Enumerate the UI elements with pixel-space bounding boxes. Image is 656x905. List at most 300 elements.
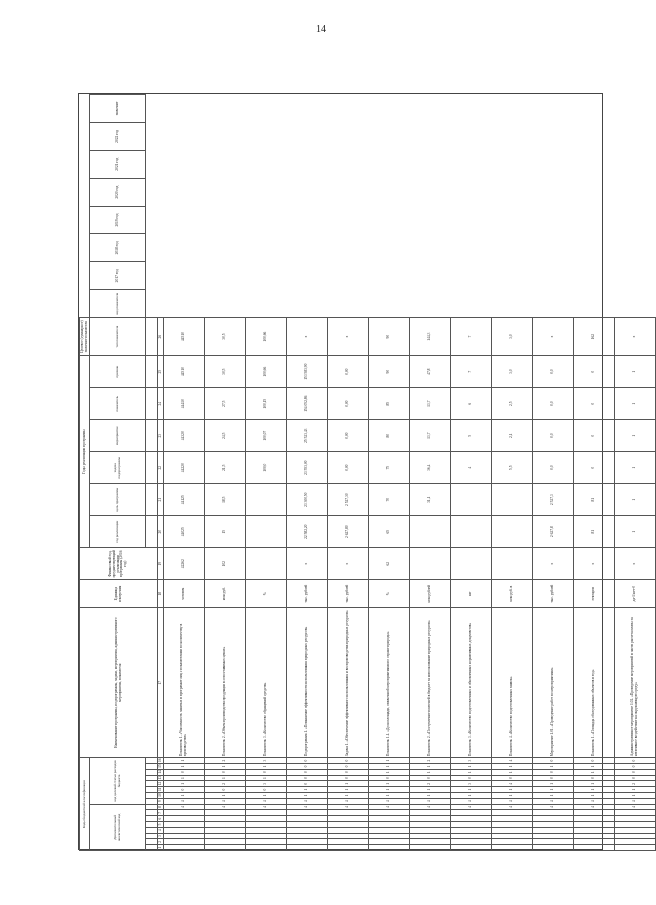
code-cell: 3	[246, 781, 287, 787]
code-cell: 3	[246, 758, 287, 764]
code-cell	[615, 822, 656, 828]
year-value-cell: 1	[615, 452, 656, 484]
table-row	[451, 95, 492, 851]
column-number: 1	[157, 846, 162, 849]
year-value-cell: 6	[451, 388, 492, 420]
unit-cell: %	[246, 580, 287, 608]
code-cell	[205, 845, 246, 851]
code-cell: 1	[287, 793, 328, 799]
column-number: 16	[157, 758, 162, 763]
row-name-cell: Показатель 2. «Поступление платежей в бюджет за использование природных ресурсов»	[410, 608, 451, 758]
code-cell	[246, 833, 287, 839]
year-value-cell: 0,0	[533, 420, 574, 452]
table-row	[287, 95, 328, 851]
year-column-header: 2020 год	[90, 178, 146, 206]
base-value-cell	[246, 548, 287, 580]
year-value-cell: 1	[615, 484, 656, 516]
code-cell: 1	[164, 764, 205, 770]
column-number: 21	[158, 484, 164, 516]
year-value-cell: 100,66	[246, 356, 287, 388]
code-cell	[615, 839, 656, 845]
code-cell	[533, 827, 574, 833]
row-name-cell: Показатель 2. «Объем производства продукции в сопоставимых ценах»	[205, 608, 246, 758]
year-value-cell: 44320	[164, 420, 205, 452]
years-group-header: Годы реализации программы	[80, 356, 90, 548]
code-cell	[328, 833, 369, 839]
code-column-header: задача подпрограммы	[90, 452, 146, 484]
code-cell: 1	[533, 793, 574, 799]
code-cell: 4	[164, 804, 205, 810]
year-value-cell: 0	[574, 420, 615, 452]
code-cell: 4	[246, 804, 287, 810]
code-cell: 1	[410, 769, 451, 775]
value-subheader	[146, 420, 158, 452]
column-number: 26	[158, 318, 164, 356]
code-cell: 1	[615, 787, 656, 793]
code-cell: 4	[615, 798, 656, 804]
column-number: 24	[158, 388, 164, 420]
code-cell	[410, 816, 451, 822]
year-value-cell: 23 553,00	[287, 452, 328, 484]
code-cell	[492, 810, 533, 816]
year-value-cell: 81	[574, 484, 615, 516]
code-cell	[369, 822, 410, 828]
code-cell: 0	[287, 781, 328, 787]
table-row	[410, 95, 451, 851]
code-cell	[287, 833, 328, 839]
row-name-cell: Показатель 1. «Численность занятых в программе лиц с показателями по количеству в производстве»	[164, 608, 205, 758]
unit-cell: %	[369, 580, 410, 608]
code-cell: 1	[287, 787, 328, 793]
year-value-cell: 1	[615, 356, 656, 388]
code-cell	[246, 810, 287, 816]
year-value-cell: 0	[574, 356, 615, 388]
code-cell: 0	[410, 775, 451, 781]
year-value-cell: 1	[615, 516, 656, 548]
year-value-cell: 15	[205, 516, 246, 548]
code-cell: 1	[369, 787, 410, 793]
target-value-cell: 162	[574, 318, 615, 356]
codes-group-header: Коды бюджетной классификации	[80, 758, 90, 851]
unit-cell: шт	[451, 580, 492, 608]
target-value-cell: х	[328, 318, 369, 356]
code-cell: 0	[246, 769, 287, 775]
year-value-cell: 2 627,80	[328, 516, 369, 548]
year-value-cell: 44510	[164, 356, 205, 388]
table-row	[615, 95, 656, 851]
code-cell: 1	[205, 775, 246, 781]
code-cell	[246, 827, 287, 833]
code-cell: 1	[451, 787, 492, 793]
code-cell	[615, 845, 656, 851]
code-cell: 0	[287, 758, 328, 764]
year-column-header: 2022 год	[90, 122, 146, 150]
column-number: 19	[158, 548, 164, 580]
code-cell: 1	[574, 781, 615, 787]
code-cell	[533, 822, 574, 828]
code-cell	[451, 845, 492, 851]
code-cell: 2	[410, 758, 451, 764]
target-value-cell: 90	[369, 318, 410, 356]
unit-cell: тыс. рублей	[287, 580, 328, 608]
code-subheader	[146, 839, 158, 845]
code-cell: 1	[164, 781, 205, 787]
code-cell: 1	[533, 781, 574, 787]
year-value-cell: 81	[574, 516, 615, 548]
code-subheader	[146, 769, 158, 775]
code-cell	[492, 839, 533, 845]
code-cell	[574, 845, 615, 851]
column-number: 23	[158, 420, 164, 452]
code-subheader	[146, 822, 158, 828]
code-cell	[574, 810, 615, 816]
code-cell: 0	[205, 787, 246, 793]
column-number: 25	[158, 356, 164, 388]
code-cell	[615, 816, 656, 822]
code-cell	[451, 810, 492, 816]
code-subheader	[146, 845, 158, 851]
unit-cell: гектаров	[574, 580, 615, 608]
year-value-cell: 2,1	[492, 420, 533, 452]
code-cell	[451, 827, 492, 833]
code-cell: 4	[246, 798, 287, 804]
code-cell: 0	[164, 769, 205, 775]
code-cell: 0	[533, 775, 574, 781]
code-cell: 3	[451, 781, 492, 787]
code-cell	[328, 827, 369, 833]
year-value-cell: 1	[615, 420, 656, 452]
code-cell: 1	[492, 764, 533, 770]
code-cell	[369, 845, 410, 851]
code-cell: 4	[574, 798, 615, 804]
code-cell: 1	[492, 793, 533, 799]
year-value-cell: 0,0	[533, 452, 574, 484]
column-number: 7	[157, 811, 162, 814]
unit-cell: млн руб. в	[492, 580, 533, 608]
code-cell: 1	[451, 769, 492, 775]
year-value-cell: 85	[369, 388, 410, 420]
finance-column-header: Финансовый год, предшествующий реализации программы (2016 год)	[80, 548, 158, 580]
year-value-cell	[246, 484, 287, 516]
target-value-cell: 7	[451, 318, 492, 356]
code-cell: 4	[369, 804, 410, 810]
code-column-header: год реализации	[90, 516, 146, 548]
year-value-cell: 13,7	[410, 388, 451, 420]
code-cell: 0	[328, 775, 369, 781]
code-cell	[164, 839, 205, 845]
year-value-cell: 44025	[164, 516, 205, 548]
code-cell: 1	[164, 775, 205, 781]
year-value-cell: 70	[369, 484, 410, 516]
code-cell: 1	[492, 787, 533, 793]
code-cell: 2	[205, 758, 246, 764]
year-value-cell: 30,5	[205, 356, 246, 388]
code-subheader	[146, 781, 158, 787]
base-value-cell: 62	[369, 548, 410, 580]
code-subheader	[146, 764, 158, 770]
row-name-cell: Показатель 1. «Площадь обследованных объектов в год»	[574, 608, 615, 758]
code-subheader	[146, 810, 158, 816]
year-value-cell	[492, 516, 533, 548]
table-row	[205, 95, 246, 851]
year-value-cell: 7	[451, 356, 492, 388]
code-cell: 4	[410, 804, 451, 810]
code-cell	[287, 845, 328, 851]
code-cell: 4	[164, 798, 205, 804]
year-value-cell: 44220	[164, 452, 205, 484]
year-value-cell: 27,5	[205, 388, 246, 420]
code-cell	[287, 816, 328, 822]
code-cell	[205, 816, 246, 822]
year-value-cell	[451, 484, 492, 516]
year-value-cell: 100,07	[246, 420, 287, 452]
year-value-cell: 4	[451, 452, 492, 484]
code-cell: 2	[410, 781, 451, 787]
target-value-cell: 44510	[164, 318, 205, 356]
year-value-cell: 2 527,30	[328, 484, 369, 516]
code-cell: 0	[205, 769, 246, 775]
year-value-cell: 2 527,3	[533, 484, 574, 516]
year-value-cell: 0,00	[328, 420, 369, 452]
code-cell	[164, 833, 205, 839]
year-value-cell: 65	[369, 516, 410, 548]
unit-cell: млн рублей	[410, 580, 451, 608]
row-name-cell: Показатель 1.1. «Доля площади, охваченной мероприятиями по охране природы»	[369, 608, 410, 758]
code-cell	[246, 816, 287, 822]
code-cell: 2	[205, 781, 246, 787]
code-subheader	[146, 804, 158, 810]
code-cell: 1	[205, 764, 246, 770]
code-cell	[492, 833, 533, 839]
code-cell	[328, 810, 369, 816]
base-value-cell: х	[574, 548, 615, 580]
code-cell: 0	[287, 769, 328, 775]
code-cell: 0	[451, 775, 492, 781]
year-value-cell: 31,1	[410, 484, 451, 516]
column-number: 13	[157, 775, 162, 780]
code-cell: 0	[164, 787, 205, 793]
code-cell	[205, 833, 246, 839]
base-value-cell: 42262	[164, 548, 205, 580]
code-cell	[574, 827, 615, 833]
value-subheader	[146, 452, 158, 484]
code-cell: 0	[574, 775, 615, 781]
code-cell	[451, 816, 492, 822]
code-cell: 2	[615, 781, 656, 787]
code-cell: 4	[492, 758, 533, 764]
code-cell	[287, 810, 328, 816]
code-cell: 0	[574, 758, 615, 764]
table-row	[328, 95, 369, 851]
column-number: 3	[157, 835, 162, 837]
code-column-header: тип показателя	[90, 318, 146, 356]
year-value-cell: 5	[451, 420, 492, 452]
column-number: 9	[157, 800, 162, 803]
column-number: 20	[158, 516, 164, 548]
code-cell	[410, 822, 451, 828]
code-cell: 4	[533, 804, 574, 810]
code-cell: 0	[533, 758, 574, 764]
unit-cell: человек	[164, 580, 205, 608]
year-column-header: 2018 год	[90, 234, 146, 262]
code-cell: 4	[287, 798, 328, 804]
code-cell	[287, 822, 328, 828]
code-cell	[533, 839, 574, 845]
code-cell: 4	[451, 804, 492, 810]
code-cell: 1	[328, 781, 369, 787]
target-value-cell: 144,3	[410, 318, 451, 356]
target-value-cell: х	[533, 318, 574, 356]
code-cell: 4	[328, 798, 369, 804]
code-cell: 1	[615, 793, 656, 799]
code-cell: 0	[328, 758, 369, 764]
target-value-cell: 3,0	[492, 318, 533, 356]
base-value-cell	[451, 548, 492, 580]
target-value-cell: 30,5	[205, 318, 246, 356]
year-value-cell	[451, 516, 492, 548]
row-name-cell: Показатель 4. «Количество подготовленных заявок»	[492, 608, 533, 758]
code-cell	[574, 822, 615, 828]
code-cell	[615, 827, 656, 833]
table-row	[164, 95, 205, 851]
year-value-cell: 36,4	[410, 452, 451, 484]
table-row	[574, 95, 615, 851]
column-number: 6	[157, 817, 162, 820]
year-value-cell	[492, 484, 533, 516]
code-cell: 4	[574, 804, 615, 810]
year-value-cell: 90	[369, 356, 410, 388]
year-value-cell: 0	[574, 452, 615, 484]
code-cell	[533, 845, 574, 851]
year-value-cell: 75	[369, 452, 410, 484]
year-value-cell: 2,5	[492, 388, 533, 420]
code-column-header: мероприятие	[90, 420, 146, 452]
year-value-cell: 44125	[164, 484, 205, 516]
code-cell	[164, 822, 205, 828]
code-cell: 0	[328, 764, 369, 770]
column-number: 15	[157, 764, 162, 768]
code-cell: 4	[287, 804, 328, 810]
year-value-cell: 25 523,43	[287, 420, 328, 452]
page-number: 14	[316, 24, 326, 35]
code-cell	[492, 816, 533, 822]
year-value-cell: 44410	[164, 388, 205, 420]
table-row	[246, 95, 287, 851]
code-column-header: цель программы	[90, 484, 146, 516]
name-column-header: Наименование программы, подпрограммы, задачи, мероприятия, административного мероприятия, показателя	[80, 608, 158, 758]
row-name-cell: Мероприятие 1.01. «Проведение работ по мероприятиям»	[533, 608, 574, 758]
row-name-cell: Показатель 3. «Количество обращений средств»	[246, 608, 287, 758]
code-cell: 1	[492, 769, 533, 775]
code-cell	[410, 845, 451, 851]
code-cell: 1	[369, 781, 410, 787]
column-number: 5	[157, 823, 162, 826]
column-number: 22	[158, 452, 164, 484]
code-cell: 1	[574, 764, 615, 770]
year-value-cell: 0,0	[533, 388, 574, 420]
year-value-cell: 22 582,20	[287, 516, 328, 548]
year-value-cell: 23 300,50	[287, 484, 328, 516]
target-column-header: Целевое (суммарное) значение показателя	[80, 318, 90, 356]
code-cell	[164, 827, 205, 833]
code-cell: 1	[328, 793, 369, 799]
code-cell: 1	[369, 764, 410, 770]
code-cell	[205, 839, 246, 845]
code-subheader	[146, 787, 158, 793]
code-cell	[287, 839, 328, 845]
code-cell: 1	[246, 793, 287, 799]
code-cell: 0	[615, 758, 656, 764]
year-value-cell: 154 052,86	[287, 388, 328, 420]
column-number: 18	[158, 580, 164, 608]
code-cell: 1	[533, 764, 574, 770]
code-cell: 1	[574, 787, 615, 793]
year-column-header: 2021 год	[90, 150, 146, 178]
code-cell	[246, 822, 287, 828]
base-value-cell	[492, 548, 533, 580]
code-cell: 0	[287, 775, 328, 781]
code-column-header: вид показателя	[90, 290, 146, 318]
code-cell	[328, 822, 369, 828]
code-cell: 0	[492, 775, 533, 781]
year-value-cell: 5,5	[492, 452, 533, 484]
code-cell: 1	[410, 793, 451, 799]
code-cell	[369, 810, 410, 816]
code-cell: 4	[205, 804, 246, 810]
code-cell	[369, 839, 410, 845]
base-value-cell	[410, 548, 451, 580]
code-subheader	[146, 775, 158, 781]
year-value-cell: 18,5	[205, 484, 246, 516]
year-value-cell: 13,7	[410, 420, 451, 452]
code-cell	[205, 810, 246, 816]
target-value-header: значение	[90, 95, 146, 123]
value-subheader	[146, 388, 158, 420]
code-cell: 1	[205, 793, 246, 799]
unit-cell: тыс. рублей	[328, 580, 369, 608]
target-article-header: код целевой статьи расходов бюджета	[90, 758, 146, 804]
base-value-cell: 102	[205, 548, 246, 580]
column-number: 8	[157, 806, 162, 808]
code-cell: 4	[369, 798, 410, 804]
year-value-cell	[246, 516, 287, 548]
code-cell: 1	[574, 769, 615, 775]
year-column-header: 2019 год	[90, 206, 146, 234]
code-cell	[369, 827, 410, 833]
base-value-cell: х	[615, 548, 656, 580]
target-value-cell: х	[287, 318, 328, 356]
base-value-cell: х	[287, 548, 328, 580]
year-value-cell: 0	[574, 388, 615, 420]
row-name-cell: Подпрограмма 1. «Повышение эффективности использования природных ресурсов»	[287, 608, 328, 758]
code-cell	[615, 810, 656, 816]
code-cell: 1	[246, 764, 287, 770]
code-cell: 0	[533, 769, 574, 775]
unit-cell: тыс. рублей	[533, 580, 574, 608]
year-value-cell	[410, 516, 451, 548]
code-cell	[287, 827, 328, 833]
code-cell	[246, 845, 287, 851]
year-value-cell: 1	[615, 388, 656, 420]
code-cell: 1	[574, 793, 615, 799]
code-cell: 4	[451, 798, 492, 804]
code-cell	[410, 839, 451, 845]
code-cell: 0	[328, 769, 369, 775]
code-cell	[492, 822, 533, 828]
code-cell: 1	[164, 758, 205, 764]
code-cell	[205, 822, 246, 828]
code-column-header: признак	[90, 356, 146, 388]
